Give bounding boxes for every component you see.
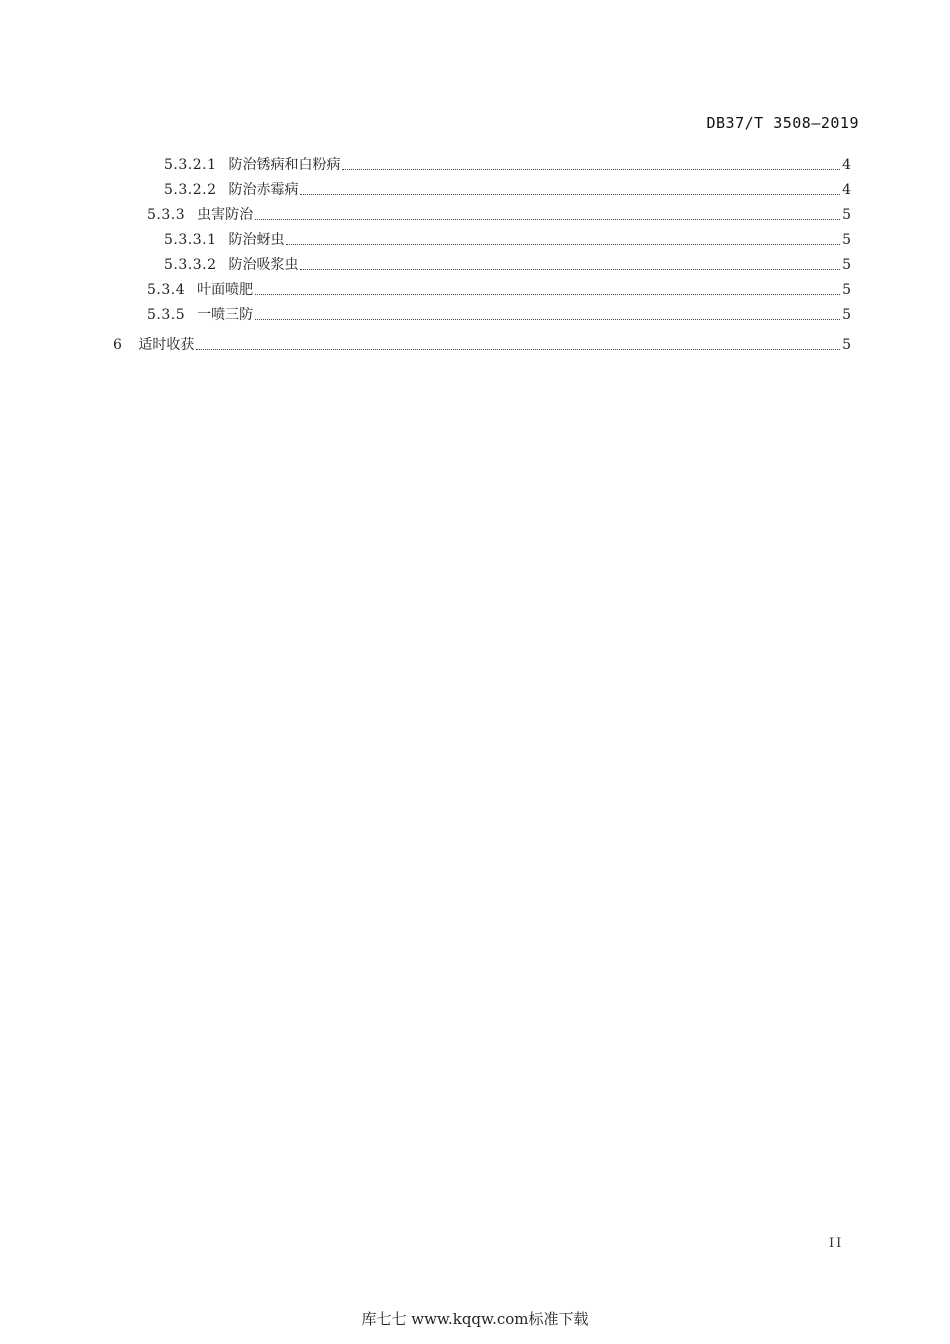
toc-entry-number: 5.3.3.1: [164, 232, 217, 248]
toc-entry[interactable]: [147, 205, 851, 225]
toc-leader-dots: [255, 318, 840, 320]
toc-entry-number: 5.3.2.1: [164, 157, 217, 173]
toc-entry-title: 防治赤霉病: [228, 182, 299, 198]
toc-entry-page: 5: [842, 257, 851, 273]
toc-leader-dots: [286, 243, 840, 245]
toc-leader-dots: [255, 218, 840, 220]
toc-entry-title: 虫害防治: [197, 207, 254, 223]
toc-entry-title: 一喷三防: [197, 307, 254, 323]
page-number: II: [829, 1236, 844, 1251]
toc-entry-title: 防治锈病和白粉病: [228, 157, 341, 173]
toc-leader-dots: [300, 193, 840, 195]
toc-entry-page: 5: [842, 307, 851, 323]
toc-entry[interactable]: [147, 305, 851, 325]
toc-entry[interactable]: [164, 230, 851, 250]
toc-entry-title: 防治蚜虫: [228, 232, 285, 248]
toc-entry-title: 适时收获: [138, 337, 195, 353]
toc-entry-number: 5.3.4: [147, 282, 186, 298]
toc-entry-page: 4: [842, 182, 851, 198]
toc-entry-number: 5.3.3.2: [164, 257, 217, 273]
toc-entry[interactable]: [113, 335, 851, 355]
footer-watermark: 库七七 www.kqqw.com标准下载: [361, 1310, 589, 1328]
toc-leader-dots: [300, 268, 840, 270]
toc-entry-number: 5.3.3: [147, 207, 186, 223]
toc-entry-number: 6: [113, 337, 123, 353]
toc-entry[interactable]: [164, 180, 851, 200]
toc-entry[interactable]: [164, 155, 851, 175]
toc-entry-title: 防治吸浆虫: [228, 257, 299, 273]
toc-leader-dots: [255, 293, 840, 295]
toc-entry-page: 5: [842, 282, 851, 298]
toc-entry[interactable]: [147, 280, 851, 300]
toc-entry-page: 5: [842, 207, 851, 223]
toc-entry-number: 5.3.5: [147, 307, 186, 323]
toc-entry-page: 5: [842, 337, 851, 353]
toc-entry-title: 叶面喷肥: [197, 282, 254, 298]
document-code: DB37/T 3508—2019: [706, 114, 859, 132]
toc-leader-dots: [196, 348, 840, 350]
toc-entry[interactable]: [164, 255, 851, 275]
toc-entry-page: 5: [842, 232, 851, 248]
toc-entry-number: 5.3.2.2: [164, 182, 217, 198]
toc-entry-page: 4: [842, 157, 851, 173]
toc-leader-dots: [342, 168, 840, 170]
